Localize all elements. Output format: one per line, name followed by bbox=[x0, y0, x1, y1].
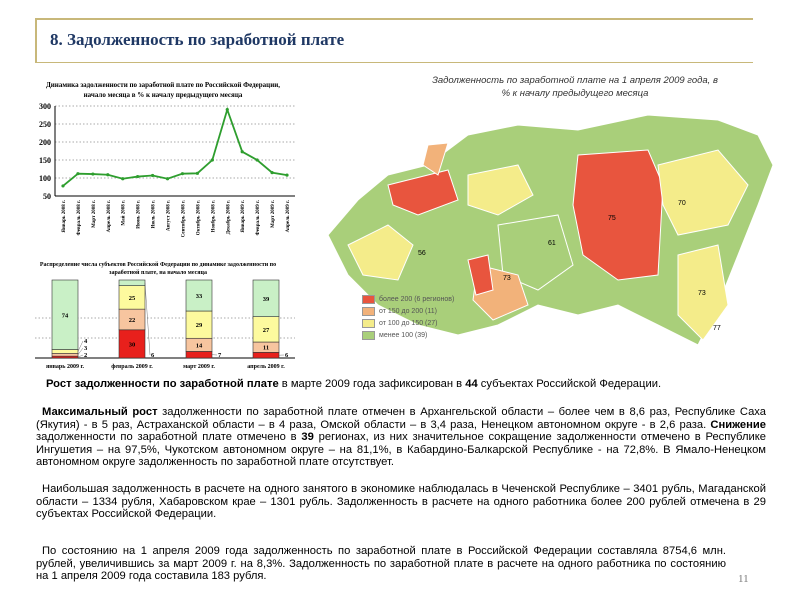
data-point bbox=[256, 158, 259, 161]
data-label: 29 bbox=[195, 322, 203, 330]
legend-item: менее 100 (39) bbox=[362, 329, 454, 341]
label-leader bbox=[78, 348, 83, 355]
data-point bbox=[181, 172, 184, 175]
data-point bbox=[106, 173, 109, 176]
map-label: 73 bbox=[698, 290, 706, 297]
paragraph-4: По состоянию на 1 апреля 2009 года задолженность по заработной плате в Российской Федерации составляла 8754,6 млн. рублей, увеличившись за март 2009 г. на 8,3%. Задолженность по заработной плате в расчете на одного работника по состоянию на 1 апреля 2009 года составила 183 рубля. bbox=[36, 545, 726, 582]
x-tick-label: апрель 2009 г. bbox=[247, 364, 285, 370]
map-label: 70 bbox=[678, 200, 686, 207]
bar-segment bbox=[52, 353, 78, 356]
data-point bbox=[151, 174, 154, 177]
data-point bbox=[121, 177, 124, 180]
data-point bbox=[136, 175, 139, 178]
page-title: 8. Задолженность по заработной плате bbox=[50, 30, 345, 49]
x-tick-label: Ноябрь 2008 г. bbox=[211, 200, 217, 233]
x-tick-label: Январь 2008 г. bbox=[62, 200, 67, 233]
y-tick-label: 300 bbox=[39, 102, 51, 111]
paragraph-1: Рост задолженности по заработной плате в марте 2009 года зафиксирован в 44 субъектах Российской Федерации. bbox=[46, 378, 662, 390]
x-tick-label: Март 2008 г. bbox=[91, 200, 97, 228]
data-point bbox=[241, 150, 244, 153]
bar-segment bbox=[253, 352, 279, 358]
data-label: 6 bbox=[285, 352, 289, 359]
paragraph-2: Максимальный рост задолженности по заработной плате отмечен в Архангельской области – более чем в 8,6 раз, Республике Саха (Якутия) - в 5 раз, Астраханской области – в 4 раза, Омской области – в 3,4 раза, Ненецком автономном округе - в 2,6 раза. Снижение задолженности по заработной плате отмечено в 39 регионах, из них значительное сокращение задолженности отмечено в Республике Ингушетия – на 97,5%, Чукотском автономном округе – на 81,1%, в Кабардино-Балкарской Республике - на 72,8%. В Ямало-Ненецком автономном округе задолженность по заработной плате отсутствует. bbox=[36, 406, 766, 468]
paragraph-3: Наибольшая задолженность в расчете на одного занятого в экономике наблюдалась в Чеченской Республике – 3401 рубль, Магаданской области – 1334 рубля, Хабаровском крае – 1301 рубль. Задолженность в расчете на одного работника более 200 рублей отмечена в 29 субъектах Российской Федерации. bbox=[36, 483, 766, 520]
x-tick-label: Февраль 2008 г. bbox=[76, 200, 82, 236]
bar-chart bbox=[30, 278, 300, 373]
x-tick-label: Апрель 2009 г. bbox=[286, 200, 291, 233]
top-rule bbox=[35, 18, 753, 20]
y-tick-label: 150 bbox=[39, 156, 51, 165]
x-tick-label: Март 2009 г. bbox=[271, 200, 277, 228]
x-tick-label: Апрель 2008 г. bbox=[106, 200, 112, 233]
data-point bbox=[61, 184, 64, 187]
x-tick-label: Июнь 2008 г. bbox=[136, 200, 142, 229]
y-tick-label: 50 bbox=[43, 192, 51, 201]
line-chart bbox=[25, 100, 305, 260]
label-leader bbox=[78, 355, 83, 357]
x-tick-label: Январь 2009 г. bbox=[241, 200, 247, 233]
data-label: 39 bbox=[262, 295, 270, 303]
data-label: 14 bbox=[195, 342, 203, 350]
label-leader bbox=[78, 341, 83, 351]
data-label: 4 bbox=[84, 338, 88, 345]
map-title: Задолженность по заработной плате на 1 апреля 2009 года, в % к началу предыдущего месяца bbox=[432, 75, 718, 99]
y-tick-label: 250 bbox=[39, 120, 51, 129]
map-label: 61 bbox=[548, 240, 556, 247]
data-point bbox=[166, 177, 169, 180]
bar-segment bbox=[119, 280, 145, 286]
x-tick-label: Декабрь 2008 г. bbox=[226, 200, 232, 235]
map-label: 75 bbox=[608, 215, 616, 222]
data-label: 74 bbox=[61, 312, 69, 320]
data-point bbox=[270, 171, 273, 174]
x-tick-label: Август 2008 г. bbox=[166, 200, 172, 232]
legend-item: от 100 до 150 (27) bbox=[362, 317, 454, 329]
bar-chart-title: Распределение числа субъектов Российской Федерации по динамике задолженности по заработной плате, на начало месяца bbox=[39, 262, 277, 276]
data-label: 2 bbox=[84, 352, 88, 359]
y-tick-label: 100 bbox=[39, 174, 51, 183]
legend-item: от 150 до 200 (11) bbox=[362, 305, 454, 317]
map-legend bbox=[362, 293, 454, 341]
data-point bbox=[211, 158, 214, 161]
x-tick-label: январь 2009 г. bbox=[45, 364, 85, 370]
map-label: 56 bbox=[418, 250, 426, 257]
data-label: 27 bbox=[262, 326, 270, 334]
x-tick-label: Февраль 2009 г. bbox=[256, 200, 262, 236]
data-label: 6 bbox=[151, 352, 155, 359]
data-label: 11 bbox=[262, 344, 270, 352]
data-label: 25 bbox=[128, 294, 136, 302]
data-label: 7 bbox=[218, 352, 222, 359]
series-line bbox=[63, 110, 287, 186]
x-tick-label: Октябрь 2008 г. bbox=[196, 200, 202, 236]
x-tick-label: март 2009 г. bbox=[183, 364, 215, 370]
bar-segment bbox=[52, 350, 78, 354]
data-point bbox=[91, 172, 94, 175]
y-tick-label: 200 bbox=[39, 138, 51, 147]
data-point bbox=[285, 174, 288, 177]
data-label: 3 bbox=[84, 345, 88, 352]
left-rule bbox=[35, 18, 37, 63]
x-tick-label: Май 2008 г. bbox=[121, 200, 127, 226]
map-label: 73 bbox=[503, 275, 511, 282]
data-point bbox=[196, 172, 199, 175]
data-label: 30 bbox=[128, 341, 136, 349]
map-label: 77 bbox=[713, 325, 721, 332]
data-point bbox=[76, 172, 79, 175]
title-rule bbox=[35, 62, 753, 63]
label-leader bbox=[145, 283, 150, 355]
bar-segment bbox=[186, 351, 212, 358]
page-number: 11 bbox=[738, 573, 749, 585]
line-chart-title: Динамика задолженности по заработной плате по Российской Федерации, начало месяца в % к началу предыдущего месяца bbox=[45, 81, 281, 99]
x-tick-label: Июль 2008 г. bbox=[151, 200, 157, 229]
data-point bbox=[226, 108, 229, 111]
data-label: 22 bbox=[128, 316, 136, 324]
legend-item: более 200 (6 регионов) bbox=[362, 293, 454, 305]
x-tick-label: Сентябрь 2008 г. bbox=[181, 200, 187, 238]
data-label: 33 bbox=[195, 293, 203, 301]
x-tick-label: февраль 2009 г. bbox=[111, 364, 153, 370]
